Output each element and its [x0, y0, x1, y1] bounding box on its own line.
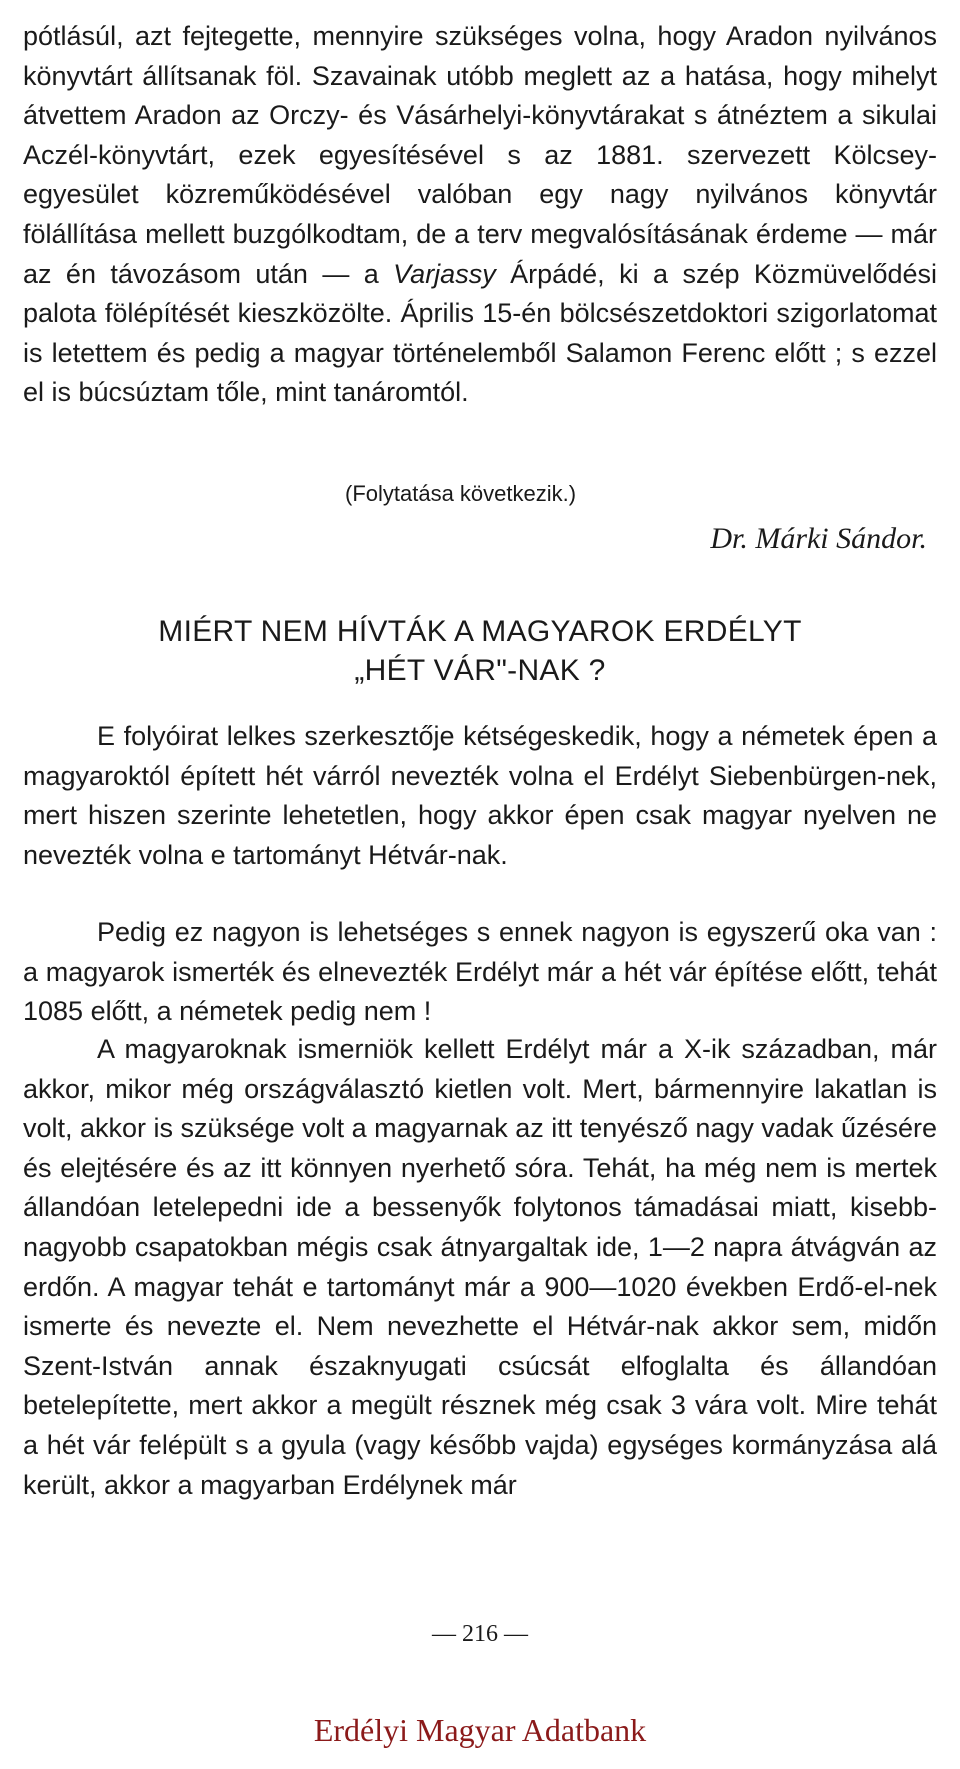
continuation-note: (Folytatása következik.) — [345, 481, 577, 506]
article1-italic-name: Varjassy — [393, 258, 496, 289]
article2-paragraph-1 — [23, 717, 937, 875]
article2-title — [23, 612, 937, 690]
article2-paragraph-1-text: E folyóirat lelkes szerkesztője kétségeskedik, hogy a németek épen a magyaroktól épített hét várról nevezték volna el Erdélyt Siebenbürgen-nek, mert hiszen szerinte lehetetlen, hogy akkor épen csak magyar nyelven ne nevezték volna e tartományt Hétvár-nak. — [23, 721, 937, 870]
article1-paragraph — [23, 17, 937, 413]
article1-text-before: pótlásúl, azt fejtegette, mennyire szükséges volna, hogy Aradon nyilvános könyvtárt állítsanak föl. Szavainak utóbb meglett az a hatása, hogy mihelyt átvettem Aradon az Orczy- és Vásárhelyi-könyvtárakat s átnéztem a sikulai Aczél-könyvtárt, ezek egyesítésével s az 1881. szervezett Kölcsey-egyesület közreműködésével valóban egy nagy nyilvános könyvtár fölállítása mellett buzgólkodtam, de a terv megvalósításának érdeme — már az én távozásom után — a — [23, 21, 937, 289]
article2-paragraph-3-text: A magyaroknak ismerniök kellett Erdélyt már a X-ik században, már akkor, mikor még országválasztó kietlen volt. Mert, bármennyire lakatlan is volt, akkor is szüksége volt a magyarnak az itt tenyésző nagy vadak űzésére és elejtésére és az itt könnyen nyerhető sóra. Tehát, ha még nem is mertek állandóan letelepedni ide a bessenyők folytonos támadásai miatt, kisebb-nagyobb csapatokban mégis csak átnyargaltak ide, 1—2 napra átvágván az erdőn. A magyar tehát e tartományt már a 900—1020 években Erdő-el-nek ismerte és nevezte el. Nem nevezhette el Hétvár-nak akkor sem, midőn Szent-István annak északnyugati csúcsát elfoglalta és állandóan betelepítette, mert akkor a megült résznek még csak 3 vára volt. Mire tehát a hét vár felépült s a gyula (vagy később vajda) egységes kormányzása alá került, akkor a magyarban Erdélynek már — [23, 1034, 937, 1500]
article2-paragraph-3 — [23, 1030, 937, 1505]
article1-text-after: Árpádé, ki a szép Közmüvelődési palota fölépítését kieszközölte. Április 15-én bölcsészetdoktori szigorlatomat is letettem és pedig a magyar történelemből Salamon Ferenc előtt ; s ezzel el is búcsúztam tőle, mint tanáromtól. — [23, 258, 937, 408]
article2-paragraph-2-text: Pedig ez nagyon is lehetséges s ennek nagyon is egyszerű oka van : a magyarok ismerték és elnevezték Erdélyt már a hét vár építése előtt, tehát 1085 előtt, a németek pedig nem ! — [23, 917, 937, 1027]
author-signature: Dr. Márki Sándor. — [710, 522, 927, 555]
footer-watermark: Erdélyi Magyar Adatbank — [313, 1712, 647, 1748]
article2-title-line1: MIÉRT NEM HÍVTÁK A MAGYAROK ERDÉLYT — [158, 615, 802, 648]
article2-paragraph-2 — [23, 913, 937, 1032]
article2-title-line2: „HÉT VÁR"-NAK ? — [354, 654, 606, 687]
page-number: — 216 — — [432, 1621, 528, 1647]
